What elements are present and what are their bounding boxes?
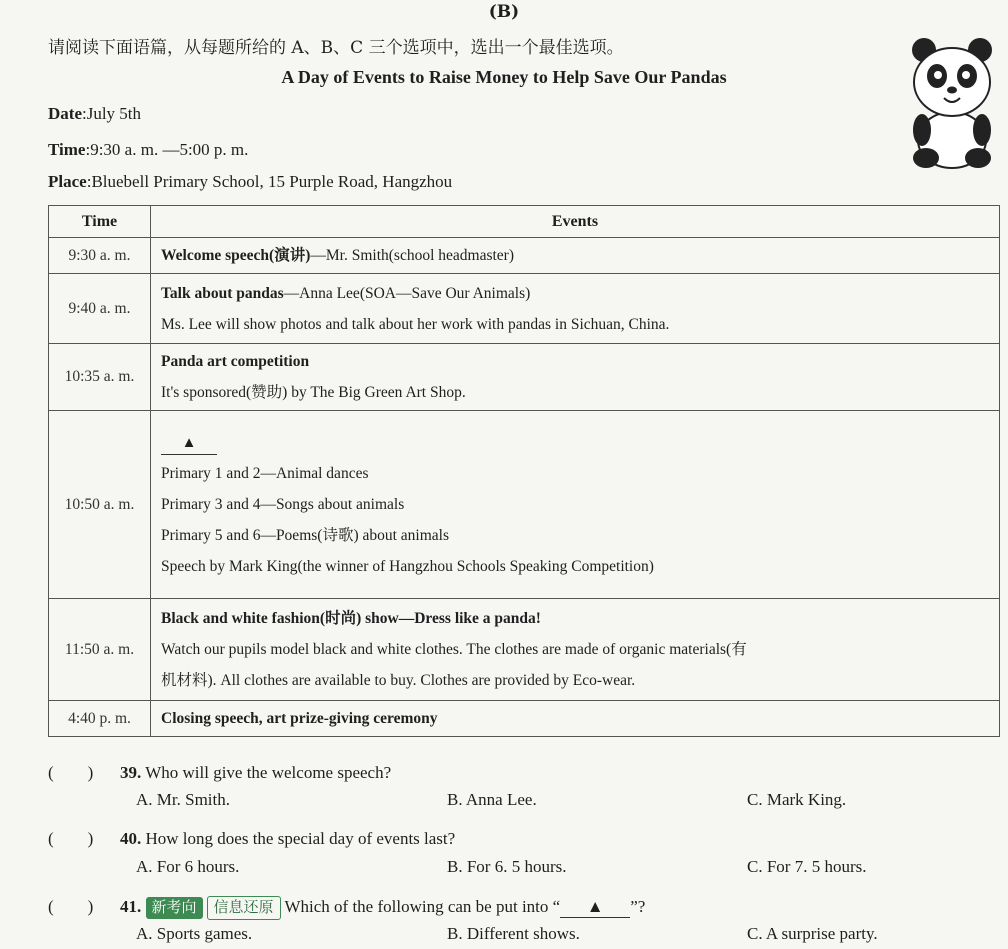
- question-number: 39.: [120, 763, 142, 782]
- table-row: [49, 274, 1000, 344]
- event-title-rest: —Mr. Smith(school headmaster): [310, 247, 514, 264]
- time-value: 9:30 a. m. —5:00 p. m.: [90, 140, 249, 159]
- place-label: Place: [48, 172, 87, 191]
- question-text: Who will give the welcome speech?: [145, 763, 392, 782]
- question-text-end: ”?: [630, 897, 646, 916]
- row-time: 11:50 a. m.: [49, 599, 151, 701]
- place-line: Place:Bluebell Primary School, 15 Purple Road, Hangzhou: [48, 172, 453, 191]
- answer-paren[interactable]: ( ): [48, 763, 94, 782]
- question-41: [48, 892, 645, 920]
- row-event: [151, 274, 1000, 344]
- row-event: [151, 701, 1000, 737]
- event-line: Primary 1 and 2—Animal dances: [161, 465, 369, 482]
- event-detail: It's sponsored(赞助) by The Big Green Art Shop.: [161, 384, 466, 401]
- option-c[interactable]: C. A surprise party.: [747, 924, 878, 943]
- passage-title: A Day of Events to Raise Money to Help Save Our Pandas: [281, 67, 727, 87]
- option-a[interactable]: A. For 6 hours.: [136, 857, 240, 876]
- option-c[interactable]: C. Mark King.: [747, 790, 847, 809]
- time-label: Time: [48, 140, 86, 159]
- section-label: (B): [488, 2, 520, 22]
- question-type-tag: 信息还原: [207, 896, 281, 920]
- panda-illustration: [904, 32, 1000, 174]
- event-line: Primary 5 and 6—Poems(诗歌) about animals: [161, 527, 449, 544]
- question-number: 41.: [120, 897, 142, 916]
- row-time: 4:40 p. m.: [49, 701, 151, 737]
- event-line: Primary 3 and 4—Songs about animals: [161, 496, 405, 513]
- option-a[interactable]: A. Mr. Smith.: [136, 790, 230, 809]
- row-time: 9:30 a. m.: [49, 238, 151, 274]
- question-40: [48, 824, 455, 849]
- event-detail: Watch our pupils model black and white clothes. The clothes are made of organic materials(有: [161, 641, 747, 658]
- question-39: [48, 758, 391, 783]
- table-row: [49, 599, 1000, 701]
- question-text: Which of the following can be put into “: [284, 897, 561, 916]
- row-event: [151, 344, 1000, 411]
- instruction-text: 请阅读下面语篇，从每题所给的 A、B、C 三个选项中，选出一个最佳选项。: [48, 38, 624, 58]
- row-time: 9:40 a. m.: [49, 274, 151, 344]
- date-line: Date:July 5th: [48, 104, 142, 123]
- event-title: Closing speech, art prize-giving ceremony: [161, 710, 438, 727]
- question-text: How long does the special day of events last?: [145, 829, 456, 848]
- date-label: Date: [48, 104, 82, 123]
- event-title: Welcome speech(演讲): [161, 247, 311, 264]
- header-events: Events: [151, 206, 1000, 238]
- row-event: [151, 411, 1000, 599]
- table-header-row: [49, 206, 1000, 238]
- row-event: [151, 599, 1000, 701]
- table-row: [49, 701, 1000, 737]
- blank-marker: ▲: [161, 432, 217, 455]
- event-title-rest: —Anna Lee(SOA—Save Our Animals): [283, 284, 531, 302]
- option-b[interactable]: B. Different shows.: [447, 924, 580, 943]
- answer-paren[interactable]: ( ): [48, 897, 94, 916]
- events-table: [48, 205, 1000, 737]
- date-value: July 5th: [86, 104, 142, 123]
- row-event: [151, 238, 1000, 274]
- header-time: Time: [49, 206, 151, 238]
- event-detail: Ms. Lee will show photos and talk about her work with pandas in Sichuan, China.: [161, 315, 670, 333]
- event-line: Speech by Mark King(the winner of Hangzhou Schools Speaking Competition): [161, 558, 654, 575]
- option-c[interactable]: C. For 7. 5 hours.: [747, 857, 867, 876]
- table-row: [49, 238, 1000, 274]
- event-title: Black and white fashion(时尚) show—Dress like a panda!: [161, 610, 541, 627]
- option-b[interactable]: B. For 6. 5 hours.: [447, 857, 567, 876]
- event-detail: 机材料). All clothes are available to buy. Clothes are provided by Eco-wear.: [161, 672, 636, 689]
- table-row: [49, 344, 1000, 411]
- question-number: 40.: [120, 829, 142, 848]
- answer-paren[interactable]: ( ): [48, 829, 94, 848]
- option-a[interactable]: A. Sports games.: [136, 924, 253, 943]
- row-time: 10:50 a. m.: [49, 411, 151, 599]
- event-title: Talk about pandas: [161, 284, 284, 302]
- event-title: Panda art competition: [161, 353, 310, 370]
- blank-marker: ▲: [560, 897, 630, 918]
- place-value: Bluebell Primary School, 15 Purple Road, Hangzhou: [91, 172, 453, 191]
- row-time: 10:35 a. m.: [49, 344, 151, 411]
- new-direction-tag: 新考向: [146, 897, 203, 919]
- time-line: Time:9:30 a. m. —5:00 p. m.: [48, 140, 249, 159]
- table-row: [49, 411, 1000, 599]
- option-b[interactable]: B. Anna Lee.: [447, 790, 537, 809]
